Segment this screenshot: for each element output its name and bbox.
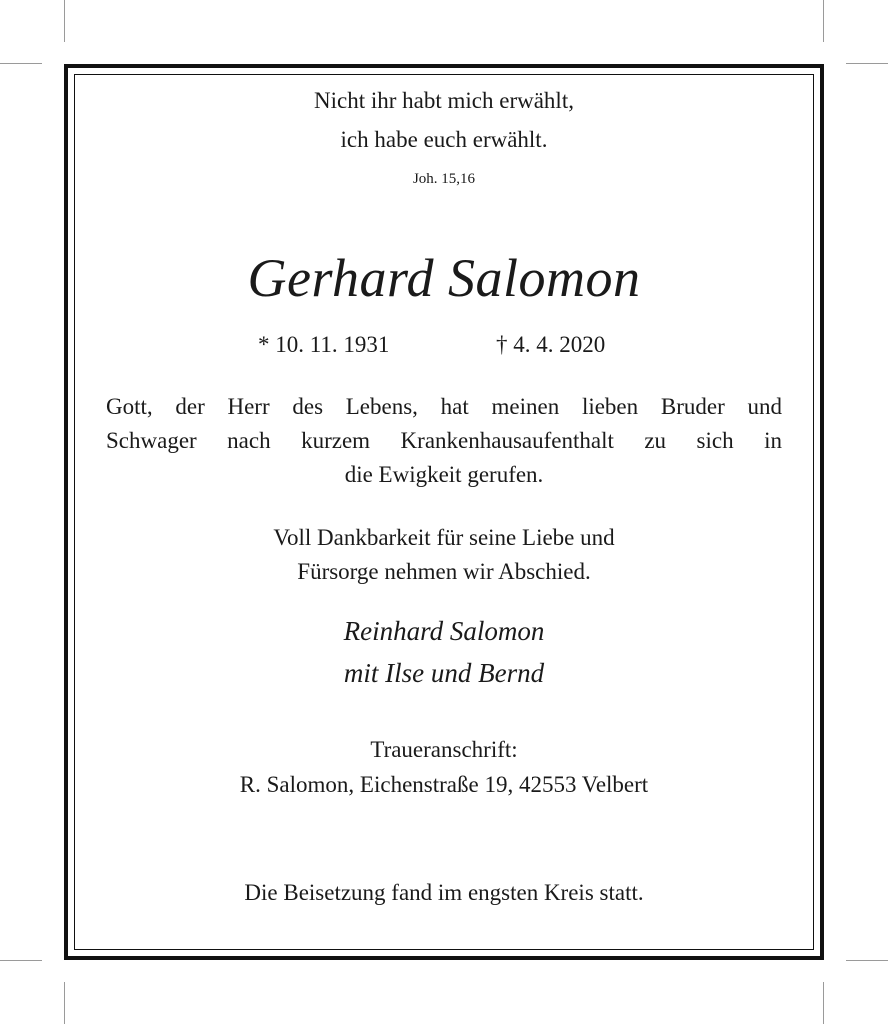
motto-line-2: ich habe euch erwählt. [340,127,548,152]
announcement-line-2: Schwager nach kurzem Krankenhausaufenthalt zu sich in [106,428,782,453]
crop-mark [823,982,824,1024]
birth-date: * 10. 11. 1931 [258,332,390,357]
bible-reference: Joh. 15,16 [412,171,476,187]
signature-line-1: Reinhard Salomon [343,616,545,646]
crop-mark [0,960,42,961]
gratitude-line-2: Fürsorge nehmen wir Abschied. [297,559,591,584]
death-date: † 4. 4. 2020 [496,332,606,357]
crop-mark [0,63,42,64]
crop-mark [823,0,824,42]
crop-mark [846,960,888,961]
announcement-line-3: die Ewigkeit gerufen. [344,462,544,487]
crop-mark [64,982,65,1024]
gratitude-line-1: Voll Dankbarkeit für seine Liebe und [273,525,615,550]
deceased-name: Gerhard Salomon [247,248,641,308]
address-label: Traueranschrift: [370,737,518,762]
crop-mark [64,0,65,42]
announcement-line-1: Gott, der Herr des Lebens, hat meinen lieben Bruder und [106,394,782,419]
crop-mark [846,63,888,64]
obituary-content [64,64,824,960]
address-value: R. Salomon, Eichenstraße 19, 42553 Velbert [239,772,649,797]
motto-line-1: Nicht ihr habt mich erwählt, [314,88,574,113]
closing-note: Die Beisetzung fand im engsten Kreis statt. [244,880,644,905]
signature-line-2: mit Ilse und Bernd [343,658,545,688]
